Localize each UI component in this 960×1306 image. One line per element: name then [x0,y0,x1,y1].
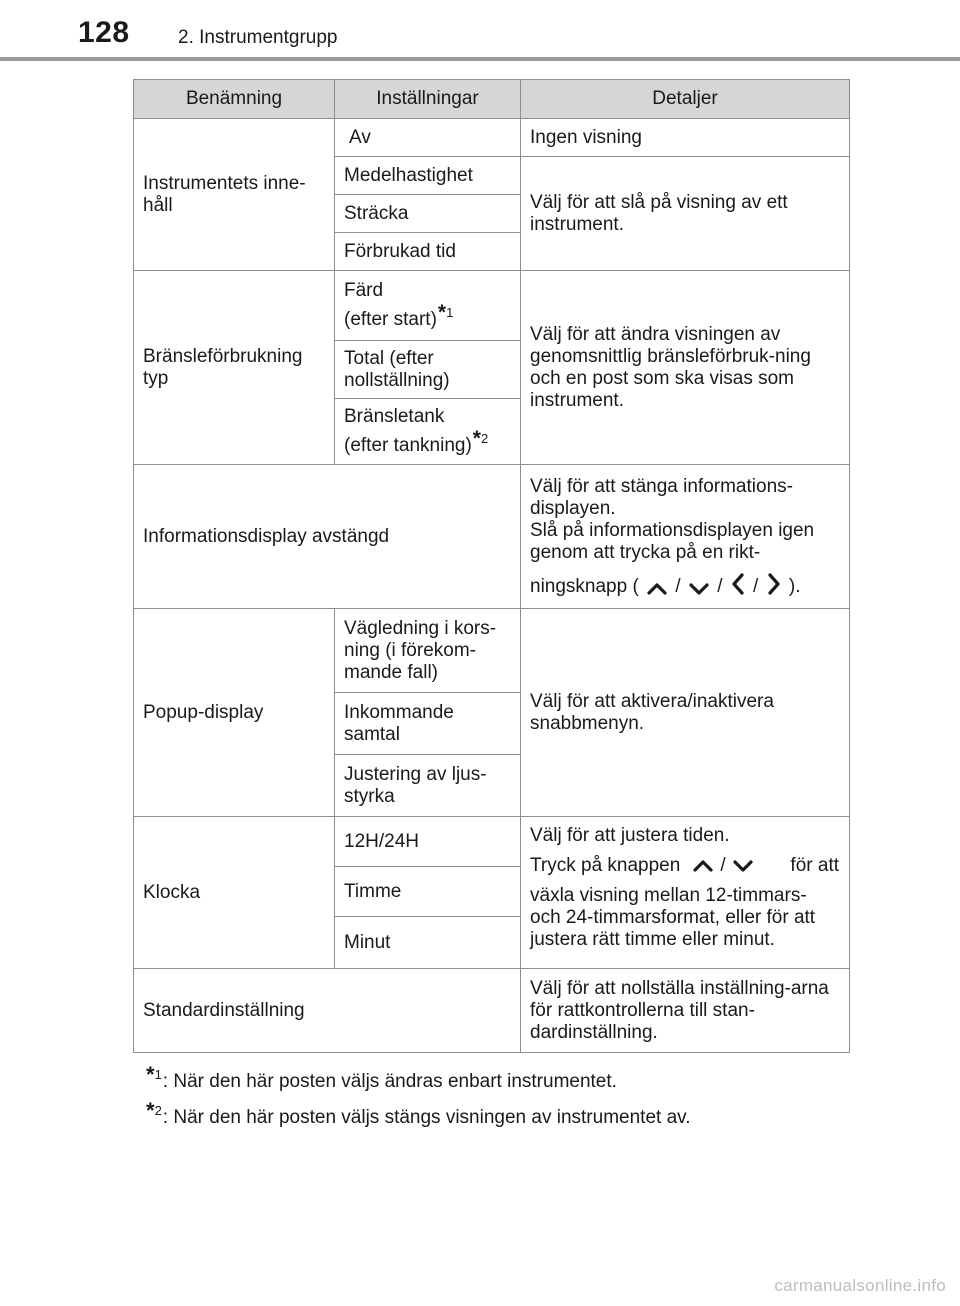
footnote-text: : När den här posten väljs stängs visningen av instrumentet av. [162,1107,691,1128]
setting-tank-line1: Bränsletank [344,406,445,427]
detail-instrument-on: Välj för att slå på visning av ett instrument. [521,157,850,271]
row-name-fuel: Bränsleförbrukning typ [134,271,335,465]
chevron-right-icon [766,572,782,596]
chevron-left-icon [730,572,746,596]
footnote-marker-star: * [472,427,481,450]
footnote-2 [146,1100,691,1129]
footnote-marker-number: 2 [480,431,489,446]
footnote-marker-number: 1 [446,305,454,320]
row-name-popup: Popup-display [134,609,335,817]
footnote-number: 2 [154,1103,162,1118]
detail-info-off-text: Välj för att stänga informations-displayen. Slå på informationsdisplayen igen genom att trycka på en rikt- [530,475,815,563]
detail-off: Ingen visning [521,119,850,157]
page-number: 128 [78,16,130,49]
footnote-number: 1 [154,1067,162,1082]
footnote-text: : När den här posten väljs ändras enbart instrumentet. [162,1071,617,1092]
watermark: carmanualsonline.info [774,1276,946,1295]
chevron-up-icon [692,859,714,873]
table-row [134,969,850,1053]
settings-table [133,79,850,1053]
detail-fuel: Välj för att ändra visningen av genomsnittlig bränsleförbruk-ning och en post som ska visas som instrument. [521,271,850,465]
detail-info-off-prefix: ningsknapp ( [530,575,639,597]
table-header-row [134,80,850,119]
separator: / [753,575,759,597]
setting-12h-24h: 12H/24H [335,817,521,867]
setting-off: Av [335,119,521,157]
footnote-star: * [146,1098,155,1123]
footnote-1 [146,1064,617,1093]
detail-popup: Välj för att aktivera/inaktivera snabbmenyn. [521,609,850,817]
detail-clock [521,817,850,969]
chevron-down-icon [688,582,710,596]
footnote-star: * [146,1062,155,1087]
setting-trip [335,271,521,341]
column-header-name: Benämning [134,80,335,119]
setting-hour: Timme [335,867,521,917]
separator: / [717,575,723,597]
setting-trip-line2: (efter start) [344,309,437,330]
column-header-settings: Inställningar [335,80,521,119]
setting-elapsed-time: Förbrukad tid [335,233,521,271]
table-row [134,465,850,609]
page-header [0,0,960,62]
setting-tank-line2: (efter tankning) [344,435,472,456]
setting-incoming-call: Inkommande samtal [335,693,521,755]
row-name-default: Standardinställning [134,969,521,1053]
setting-average-speed: Medelhastighet [335,157,521,195]
setting-brightness: Justering av ljus-styrka [335,755,521,817]
table-row [134,609,850,693]
detail-clock-line2 [530,855,839,877]
setting-total: Total (efter nollställning) [335,341,521,399]
table-row [134,817,850,867]
detail-info-off-last-line [530,572,801,598]
separator: / [675,575,681,597]
setting-guidance: Vägledning i kors-ning (i förekom-mande fall) [335,609,521,693]
table-row [134,271,850,341]
column-header-details: Detaljer [521,80,850,119]
chevron-up-icon [646,582,668,596]
setting-trip-line1: Färd [344,280,384,301]
detail-clock-line1: Välj för att justera tiden. [530,825,730,846]
row-name-instrument: Instrumentets inne- håll [134,119,335,271]
detail-clock-suffix: för att [790,855,839,876]
footnote-marker-star: * [437,301,447,324]
row-name-clock: Klocka [134,817,335,969]
section-title: 2. Instrumentgrupp [178,27,338,48]
table-row [134,119,850,157]
header-rule [0,57,960,61]
row-name-info-off: Informationsdisplay avstängd [134,465,521,609]
setting-distance: Sträcka [335,195,521,233]
detail-clock-prefix: Tryck på knappen [530,855,681,876]
chevron-down-icon [732,859,754,873]
detail-info-off [521,465,850,609]
setting-tank [335,399,521,465]
detail-clock-rest: växla visning mellan 12-timmars- och 24-timmarsformat, eller för att justera rätt timme eller minut. [530,885,816,950]
detail-info-off-suffix: ). [788,575,801,597]
detail-default: Välj för att nollställa inställning-arna för rattkontrollerna till stan-dardinställning. [521,969,850,1053]
separator: / [720,855,726,876]
setting-minute: Minut [335,917,521,969]
